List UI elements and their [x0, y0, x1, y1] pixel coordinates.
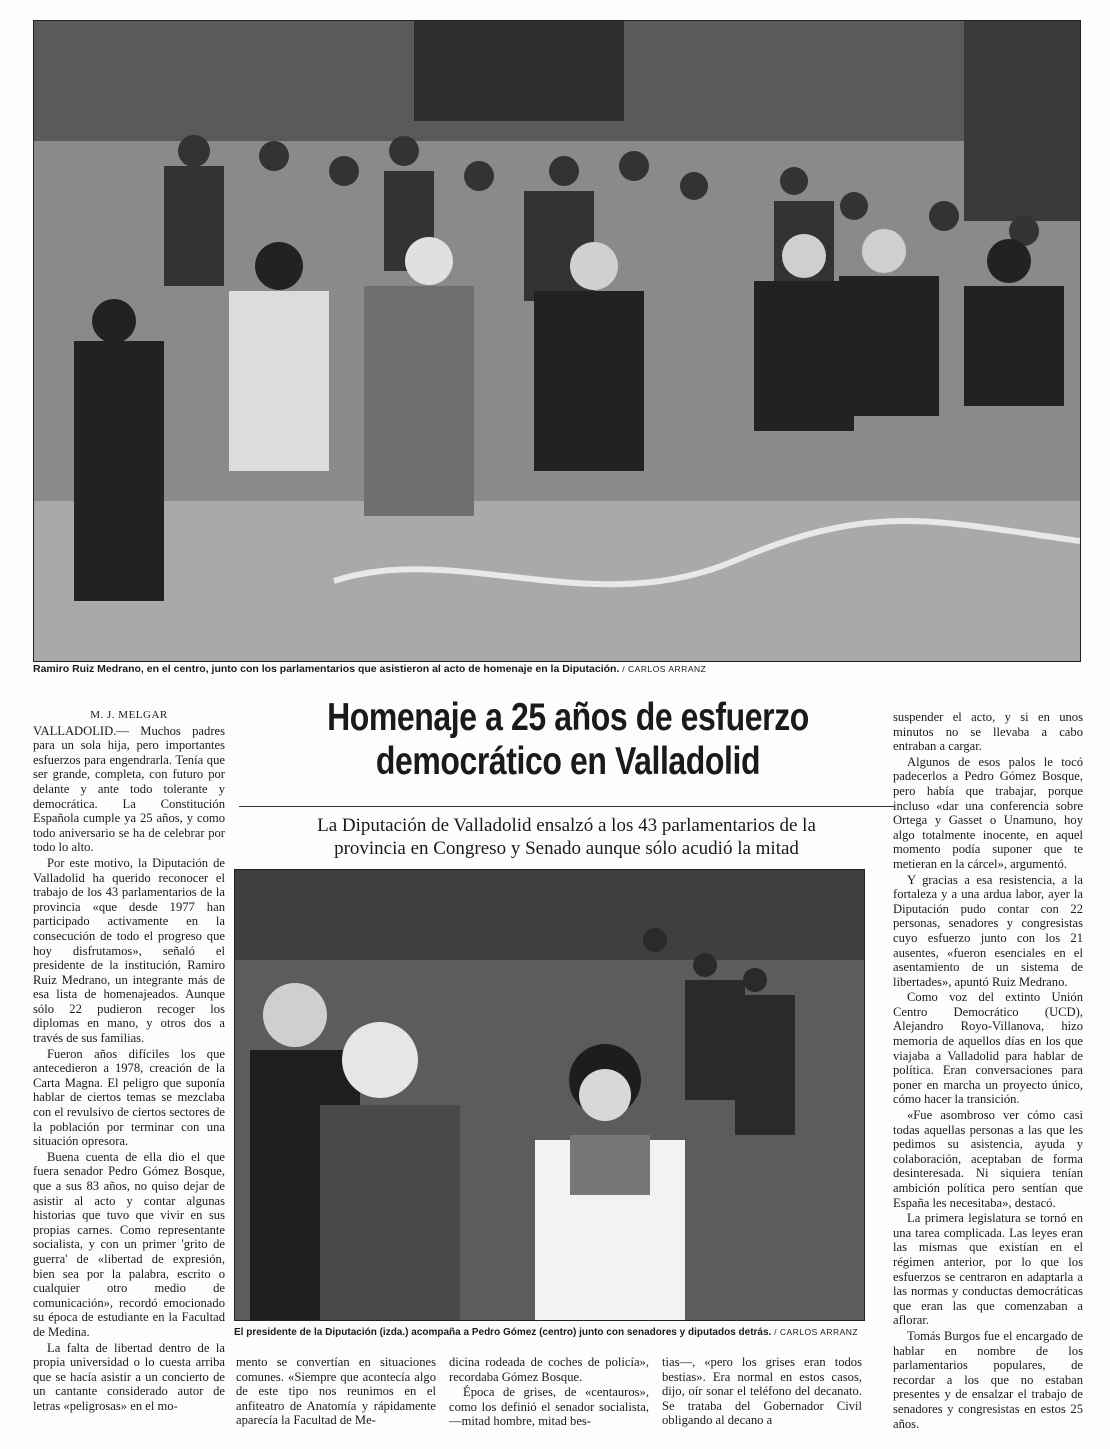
- second-photo-caption: [234, 1326, 874, 1339]
- top-photo-caption-text: Ramiro Ruiz Medrano, en el centro, junto con los parlamentarios que asistieron al acto de homenaje en la Diputación.: [33, 663, 620, 675]
- subheadline-line-1: La Diputación de Valladolid ensalzó a los 43 parlamentarios de la: [317, 815, 816, 836]
- byline: M. J. MELGAR: [90, 709, 168, 721]
- headline-line-1: Homenaje a 25 años de esfuerzo: [327, 696, 809, 739]
- subheadline-line-2: provincia en Congreso y Senado aunque sólo acudió la mitad: [334, 838, 799, 859]
- top-photo-credit: / CARLOS ARRANZ: [622, 664, 707, 674]
- article-column-2: [236, 1355, 436, 1429]
- headline: [292, 696, 843, 784]
- paragraph: Época de grises, de «centauros», como los definió el senador socialista, —mitad hombre, mitad bes-: [449, 1385, 649, 1429]
- paragraph: Algunos de esos palos le tocó padecerlos a Pedro Gómez Bosque, pero había que trabajar, porque incluso «dar una conferencia sobre Ortega y Gasset o Unamuno, hoy algo totalmente inocente, en aquel momento podía suponer que te metieran en la cárcel», argumentó.: [893, 754, 1083, 871]
- paragraph: Fueron años difíciles los que antecedieron a 1978, creación de la Carta Magna. El peligro que suponía hablar de ciertos temas se mezclaba con el revulsivo de ciertos sectores de la población por terminar con una situación opresora.: [33, 1046, 225, 1149]
- article-column-5: [893, 710, 1083, 1432]
- paragraph: Como voz del extinto Unión Centro Democrático (UCD), Alejandro Royo-Villanova, hizo memoria de aquellos días en los que viajaba a Valladolid para hablar de política. Eran conversaciones para poner en marcha un proyecto único, cómo hacer la transición.: [893, 990, 1083, 1107]
- paragraph: suspender el acto, y si en unos minutos no se llevaba a cabo entraban a cargar.: [893, 710, 1083, 754]
- paragraph: dicina rodeada de coches de policía», recordaba Gómez Bosque.: [449, 1355, 649, 1384]
- paragraph: La falta de libertad dentro de la propia universidad o lo cuesta arriba que se hacía asistir a un concierto de un cantante considerado autor de letras «peligrosas» en el mo-: [33, 1340, 225, 1413]
- top-photo-caption: [33, 663, 1079, 676]
- paragraph: tias—, «pero los grises eran todos bestias». Era normal en estos casos, dijo, oír sonar el teléfono del decanato. Se trataba del Gobernador Civil obligando al decano a: [662, 1355, 862, 1428]
- paragraph: Y gracias a esa resistencia, a la fortaleza y a una ardua labor, ayer la Diputación pudo contar con 22 personas, senadores y congresistas cuyo esfuerzo junto con los 21 ausentes, «fueron esenciales en el asentamiento de un sistema de libertades», apuntó Ruiz Medrano.: [893, 872, 1083, 989]
- top-photo: [33, 20, 1081, 662]
- headline-line-2: democrático en Valladolid: [375, 740, 761, 783]
- headline-rule: [239, 806, 894, 807]
- article-column-4: [662, 1355, 862, 1429]
- second-photo-caption-text: El presidente de la Diputación (izda.) acompaña a Pedro Gómez (centro) junto con senadores y diputados detrás.: [234, 1327, 772, 1338]
- paragraph: Buena cuenta de ella dio el que fuera senador Pedro Gómez Bosque, que a sus 83 años, no quiso dejar de asistir al acto y contar algunas historias que tuvo que vivir en sus propias carnes. Como representante socialista, y con un primer 'grito de guerra' de «libertad de expresión, bien sea por la palabra, escrito o cualquier otro medio de comunicación», recordó emocionado su época de estudiante en la Facultad de Medina.: [33, 1149, 225, 1339]
- second-photo-credit: / CARLOS ARRANZ: [774, 1327, 859, 1337]
- paragraph: La primera legislatura se tornó en una tarea complicada. Las leyes eran las mismas que existían en el régimen anterior, por lo que los esfuerzos se centraron en adaptarla a las normas y conductas democráticas que eran las que comenzaban a aflorar.: [893, 1211, 1083, 1328]
- paragraph: «Fue asombroso ver cómo casi todas aquellas personas a las que les pedimos su asistencia, ayuda y colaboración, aceptaban de forma desinteresada. Ni siquiera tenían ambición política pero sentían que España les necesitaba», destacó.: [893, 1108, 1083, 1210]
- paragraph: VALLADOLID.— Muchos padres para un sola hija, pero importantes esfuerzos para engendrarla. Tenía que ser grande, completa, con futuro por delante y ante todo tolerante y democrática. La Constitución Española cumple ya 25 años, y como todo aniversario se ha de celebrar por todo lo alto.: [33, 723, 225, 855]
- subheadline: [239, 814, 894, 860]
- article-column-3: [449, 1355, 649, 1430]
- paragraph: Por este motivo, la Diputación de Valladolid ha querido reconocer el trabajo de los 43 parlamentarios de la provincia «que desde 1977 han participado activamente en la consecución de todo el progreso que hoy disfrutamos», señaló el presidente de la institución, Ramiro Ruiz Medrano, un integrante más de esa lista de homenajeados. Aunque sólo 22 pudieron recoger los diplomas en mano, y otros dos a través de sus familias.: [33, 855, 225, 1046]
- second-photo: [234, 869, 865, 1321]
- paragraph: mento se convertían en situaciones comunes. «Siempre que acontecía algo de este tipo nos reunimos en el anfiteatro de Anatomía y rápidamente aparecía la Facultad de Me-: [236, 1355, 436, 1428]
- article-column-1: [33, 708, 225, 1415]
- paragraph: Tomás Burgos fue el encargado de hablar en nombre de los parlamentarios populares, de recordar a los que no estaban presentes y de ensalzar el trabajo de senadores y congresistas en estos 25 años.: [893, 1328, 1083, 1431]
- ceremony-photo-image: [34, 21, 1080, 661]
- officials-photo-image: [235, 870, 864, 1320]
